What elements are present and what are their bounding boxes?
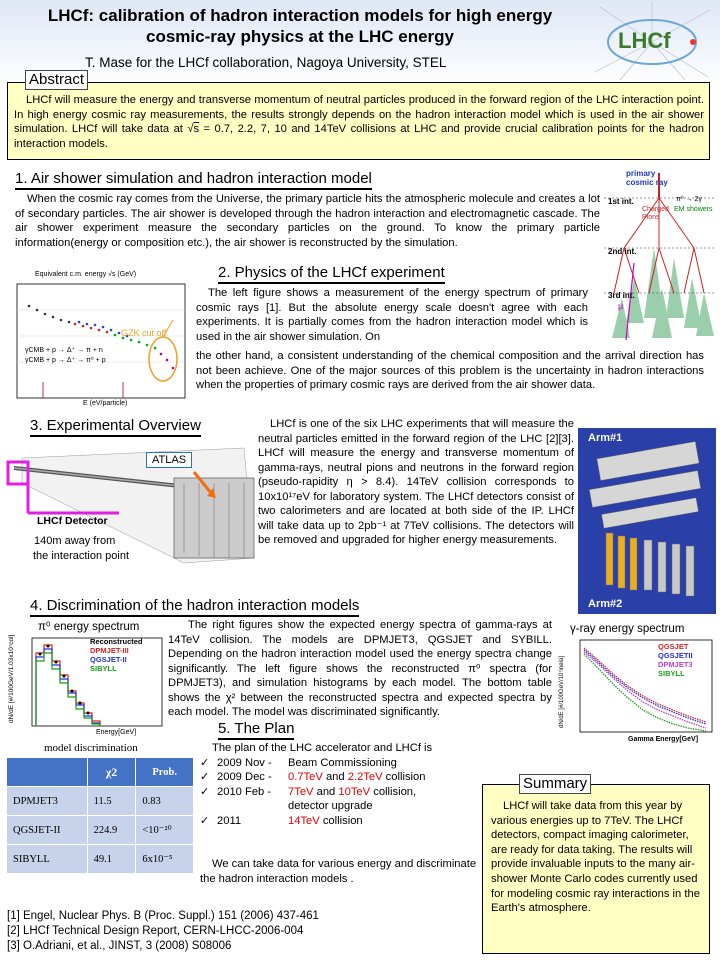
reference-item: [3] O.Adriani, et al., JINST, 3 (2008) S08006 (7, 940, 232, 952)
th-model (7, 758, 88, 787)
table-caption: model discrimination (44, 742, 138, 754)
cell-model: SIBYLL (7, 845, 88, 874)
arm-detectors-figure (578, 428, 716, 614)
gamma-legend (658, 642, 693, 678)
gamma-xlabel: Gamma Energy[GeV] (628, 736, 699, 743)
section-1-underline (15, 188, 372, 190)
plan-item: ✓ 2010 Feb - 7TeV and 10TeV collision, (200, 785, 417, 798)
label-pi0-decay: π⁰ → 2γ (676, 196, 702, 203)
spectrum-plot (3, 270, 191, 412)
plan-intro: The plan of the LHC accelerator and LHCf is (212, 742, 433, 754)
cell-prob: 6x10⁻⁵ (136, 845, 194, 874)
section-1-text: When the cosmic ray comes from the Universe, the primary particle hits the atmospheric molecule and creates a lot of secondary particles. The air shower is developed through the hadron interaction and electromagnetic cascade. The air shower experiment measure the secondary particles on the ground. To know the primary particle information(energy or composition etc.), the air shower is reconstructed by the simulation. (15, 193, 600, 249)
abstract-text: LHCf will measure the energy and transverse momentum of neutral particles produced in the forward region of the LHC interaction point. In high energy cosmic ray measurements, the results strongly depends on the hadron interaction model which is used in the air shower simulation. LHCf will take data at √s = 0.7, 2.2, 7, 10 and 14TeV collisions at LHC and provide crucial calibration points for the hadron interaction models. (14, 94, 704, 150)
label-charged-pions: Charged Pions (642, 206, 669, 221)
model-discrimination-table (6, 757, 194, 874)
table-row (7, 845, 194, 874)
arm-diagram (578, 428, 716, 614)
plan-outro: We can take data for various energy and discriminate the hadron interaction models . (200, 858, 477, 885)
label-1st-int: 1st int. (608, 197, 634, 206)
legend-qgsjet: QGSJET (658, 642, 689, 651)
pi0-xlabel: Energy[GeV] (96, 729, 137, 736)
distance-line-1: 140m away from (34, 535, 116, 547)
section-5-heading: 5. The Plan (218, 720, 294, 738)
legend-dpmjet-iii: DPMJET-III (90, 646, 129, 655)
plan-item: ✓ 2009 Nov - Beam Commissioning (200, 756, 397, 769)
section-2-underline (218, 282, 445, 284)
th-chi2: χ2 (87, 758, 136, 787)
summary-heading: Summary (519, 774, 591, 794)
section-2-text-narrow: The left figure shows a measurement of the energy spectrum of primary cosmic rays [1]. But the absolute energy scale doesn't agree with each experiments. It is partially comes from the hadron interaction model which is used in the air shower simulation. On (196, 287, 588, 343)
lhcf-logo (590, 2, 715, 82)
check-icon: ✓ (200, 771, 210, 783)
section-4-heading: 4. Discrimination of the hadron interaction models (30, 597, 359, 615)
table-row (7, 787, 194, 816)
cmb-reaction-1: γCMB + p → Δ⁺ → π + n (25, 347, 103, 354)
cmb-reaction-2: γCMB + p → Δ⁺ → π⁰ + p (25, 357, 106, 364)
gamma-caption: γ-ray energy spectrum (570, 623, 685, 635)
atlas-label: ATLAS (146, 452, 192, 468)
cell-prob: 0.83 (136, 787, 194, 816)
section-2-text-wide: the other hand, a consistent understanding of the chemical composition and the arrival direction has not been achieve. One of the major sources of this problem is the uncertainty in hadron interactions when the properties of primary cosmic rays are derived from the air shower data. (196, 350, 704, 391)
gamma-spectrum-plot (558, 636, 716, 748)
gzk-label: GZK cut off (121, 328, 167, 338)
th-prob: Prob. (136, 758, 194, 787)
section-4-text: The right figures show the expected energy spectra of gamma-rays at 14TeV collision. The models are DPMJET3, QGSJET and SYBILL. Depending on the hadron interaction model used the energy spectra change significantly. The left figure shows the reconstructed π⁰ spectra (for DPMJET3), and simulation histograms by each model. The bottom table shows the χ² between the reconstructed spectra and expected spectra by each model. The model was discriminated significantly. (168, 619, 552, 718)
reference-item: [2] LHCf Technical Design Report, CERN-LHCC-2006-004 (7, 925, 304, 937)
plan-item: ✓ 2009 Dec - 0.7TeV and 2.2TeV collision (200, 771, 426, 783)
label-2nd-int: 2nd int. (608, 247, 637, 256)
pi0-legend (90, 637, 143, 673)
cell-chi2: 49.1 (87, 845, 136, 874)
cell-model: QGSJET-II (7, 816, 88, 845)
abstract-box (7, 82, 710, 160)
legend-sibyll-right: SIBYLL (658, 669, 685, 678)
section-2-heading: 2. Physics of the LHCf experiment (218, 264, 445, 282)
cell-prob: <10⁻²⁰ (136, 816, 194, 845)
pi0-caption: π⁰ energy spectrum (38, 621, 140, 633)
table-row (7, 816, 194, 845)
plan-item: ✓ 2011 14TeV collision (200, 814, 363, 827)
title-line-1: LHCf: calibration of hadron interaction models for high energy (47, 6, 553, 25)
label-em-showers: EM showers (674, 206, 713, 213)
label-muon: μ (618, 301, 624, 311)
gamma-ylabel: dN/dE [#/100GeV/10⁷inela] (559, 656, 565, 728)
title-line-2: cosmic-ray physics at the LHC energy (145, 27, 454, 46)
check-icon: ✓ (200, 785, 210, 798)
cell-chi2: 11.5 (87, 787, 136, 816)
air-shower-figure (604, 168, 716, 348)
section-3-underline (30, 435, 201, 437)
summary-box (482, 784, 710, 954)
section-5-underline (218, 738, 294, 740)
plan-list (200, 741, 485, 828)
legend-qgsjet-ii: QGSJET-II (90, 655, 127, 664)
legend-sibyll: SIBYLL (90, 664, 117, 673)
legend-dpmjet3: DPMJET3 (658, 660, 693, 669)
label-3rd-int: 3rd int. (608, 291, 635, 300)
section-3-heading: 3. Experimental Overview (30, 417, 201, 435)
cell-chi2: 224.9 (87, 816, 136, 845)
legend-reconstructed: Reconstructed (90, 637, 143, 646)
lhc-tunnel-figure (4, 438, 256, 570)
label-primary-cosmic-ray: primary cosmic ray (626, 169, 668, 187)
check-icon: ✓ (200, 756, 210, 769)
legend-qgsjetii: QGSJETII (658, 651, 693, 660)
cell-model: DPMJET3 (7, 787, 88, 816)
spectrum-fig-title: Equivalent c.m. energy √s (GeV) (35, 271, 137, 278)
plan-item: detector upgrade (288, 800, 373, 812)
section-3-text: LHCf is one of the six LHC experiments that will measure the neutral particles emitted in the forward region of the LHC [2][3]. LHCf will measure the energy and transverse momentum of gamma-rays, neutral pions and neutrons in the forward region (pseudo-rapidity η > 8.4). 14TeV collision corresponds to 10x10¹⁷eV for laboratory system. The LHCf detectors consist of two calorimeters and are located at both side of the IP. LHCf will take data up to 2pb⁻¹ at 7TeV collisions. The detectors will be removed and upgraded for higher energy measurements. (258, 418, 574, 546)
arm1-label: Arm#1 (588, 432, 623, 444)
check-icon: ✓ (200, 814, 210, 827)
arm2-label: Arm#2 (588, 598, 623, 610)
pi0-ylabel: dN/dE [#/100GeV/1.03x10⁷col] (8, 634, 15, 723)
lhcf-detector-label: LHCf Detector (37, 515, 108, 527)
pi0-histogram (6, 633, 166, 743)
section-1-heading: 1. Air shower simulation and hadron interaction model (15, 170, 372, 188)
distance-line-2: the interaction point (33, 550, 130, 562)
references (7, 909, 319, 954)
summary-text: LHCf will take data from this year by various energies up to 7TeV. The LHCf detectors, compact imaging calorimeter, are ready for data taking. The results will provide invaluable inputs to the many air-shower Monte Carlo codes currently used for modeling cosmic ray interactions in the Earth's atmosphere. (491, 800, 700, 915)
cosmic-ray-spectrum-figure (3, 270, 191, 412)
logo-text: LHCf (618, 28, 671, 53)
authors: T. Mase for the LHCf collaboration, Nagoya University, STEL (85, 55, 447, 70)
abstract-heading: Abstract (25, 70, 88, 90)
section-4-underline (30, 615, 359, 617)
reference-item: [1] Engel, Nuclear Phys. B (Proc. Suppl.) 151 (2006) 437-461 (7, 910, 319, 922)
table-header-row (7, 758, 194, 787)
spectrum-xlabel: E (eV/particle) (83, 400, 128, 407)
